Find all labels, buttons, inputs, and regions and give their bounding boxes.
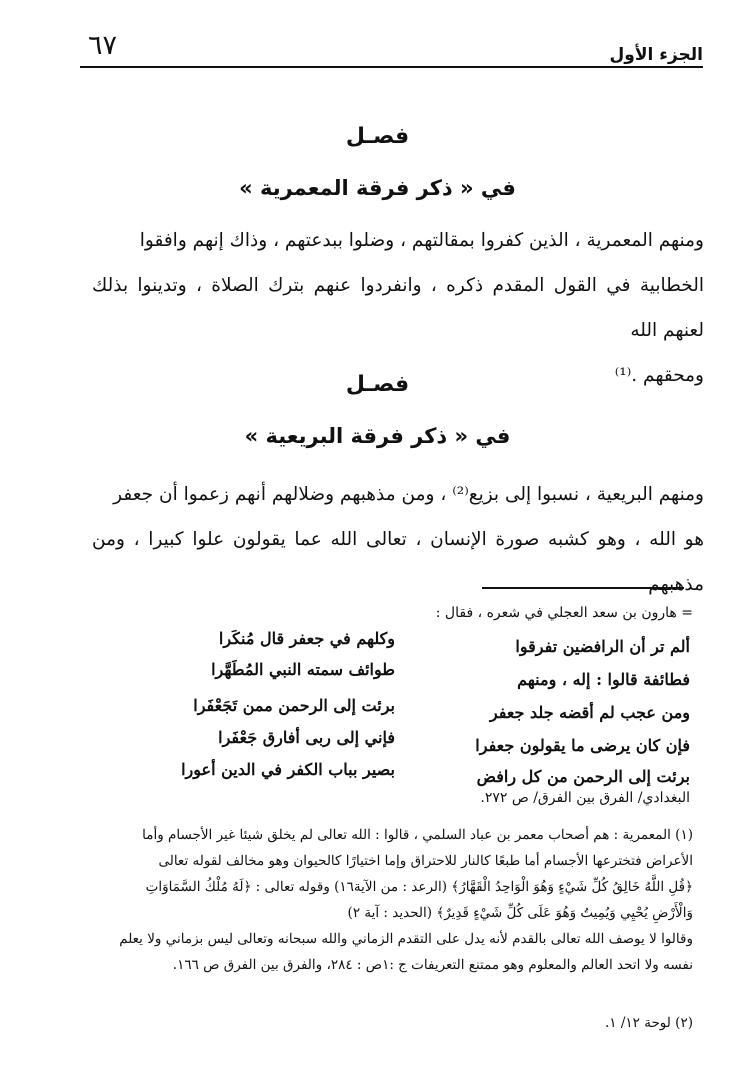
- footnote-intro: = هارون بن سعد العجلي في شعره ، فقال :: [435, 605, 693, 621]
- footnote-2: [53, 1010, 693, 1036]
- section-paragraph: [92, 218, 704, 398]
- verse-second-hemistich: برئت إلى الرحمن ممن تَجَعْفَرا: [193, 696, 395, 715]
- footnote-1: [53, 822, 693, 978]
- paragraph-line: الخطابية في القول المقدم ذكره ، وانفردوا عنهم بترك الصلاة ، وتدينوا بذلك لعنهم الله: [92, 275, 704, 341]
- footnote-line: (١) المعمرية : هم أصحاب معمر بن عباد السلمي ، قالوا : الله تعالى لم يخلق شيئا غير الأجسام وأما: [142, 827, 693, 843]
- running-header: الجزء الأول: [609, 45, 703, 65]
- footnote-divider: [482, 587, 684, 589]
- verse-first-hemistich: فطائفة قالوا : إله ، ومنهم: [517, 670, 690, 689]
- verse-first-hemistich: ومن عجب لم أقضه جلد جعفر: [489, 703, 690, 722]
- header-divider: [80, 66, 703, 68]
- verse-second-hemistich: فإني إلى ربى أفارق جَعْفَرا: [218, 728, 395, 747]
- footnote-line: وقالوا لا يوصف الله تعالى بالقدم لأنه يدل على التقدم الزماني والله سبحانه وتعالى ليس بزماني ولا يعلم: [119, 931, 693, 947]
- verse-second-hemistich: طوائف سمته النبي المُطَهَّرا: [211, 660, 395, 679]
- footnote-line: (٢) لوحة ١٢/ ١.: [605, 1015, 693, 1031]
- footnote-source: البغدادي/ الفرق بين الفرق/ ص ٢٧٢.: [480, 790, 690, 806]
- section-subheading: في « ذكر فرقة المعمرية »: [239, 176, 516, 200]
- paragraph-line: ومنهم المعمرية ، الذين كفروا بمقالتهم ، وضلوا ببدعتهم ، وذاك إنهم وافقوا: [139, 230, 704, 251]
- footnote-line: ﴿قُلِ اللَّهُ خَالِقُ كُلِّ شَيْءٍ وَهُوَ الْوَاحِدُ الْقَهَّارُ﴾ (الرعد : من الآية١٦) وقوله تعالى : ﴿لَهُ مُلْكُ السَّمَاوَاتِ: [145, 879, 693, 895]
- section-subheading: في « ذكر فرقة البريعية »: [244, 424, 511, 448]
- verse-second-hemistich: بصير بباب الكفر في الدين أعورا: [181, 760, 395, 779]
- footnote-line: وَالْأَرْضِ يُحْيِي وَيُمِيتُ وَهُوَ عَلَى كُلِّ شَيْءٍ قَدِيرٌ﴾ (الحديد : آية ٢): [347, 905, 693, 921]
- page-number: ٦٧: [88, 30, 118, 61]
- paragraph-line: ومحقهم .⁽¹⁾: [614, 365, 704, 386]
- verse-first-hemistich: ألم تر أن الرافضين تفرقوا: [515, 637, 690, 656]
- verse-first-hemistich: برئت إلى الرحمن من كل رافض: [476, 767, 690, 786]
- paragraph-line: ومنهم البريعية ، نسبوا إلى بزيع⁽²⁾ ، ومن مذهبهم وضلالهم أنهم زعموا أن جعفر: [113, 484, 704, 505]
- footnote-line: الأعراض فتخترعها الأجسام أما طبعًا كالنار للاحتراق وإما اختيارًا كالحيوان وهو مخالف لقوله تعالى: [158, 853, 693, 869]
- verse-second-hemistich: وكلهم في جعفر قال مُنكَرا: [218, 629, 395, 648]
- section-heading: فصـل: [345, 372, 410, 397]
- paragraph-line: هو الله ، وهو كشبه صورة الإنسان ، تعالى الله عما يقولون علوا كبيرا ، ومن مذهبهم: [92, 529, 704, 595]
- section-heading: فصـل: [345, 124, 410, 149]
- verse-first-hemistich: فإن كان يرضى ما يقولون جعفرا: [475, 736, 690, 755]
- footnote-line: نفسه ولا اتحد العالم والمعلوم وهو ممتنع التعريفات ج :١ص : ٢٨٤، والفرق بين الفرق ص ١٦٦.: [172, 957, 693, 973]
